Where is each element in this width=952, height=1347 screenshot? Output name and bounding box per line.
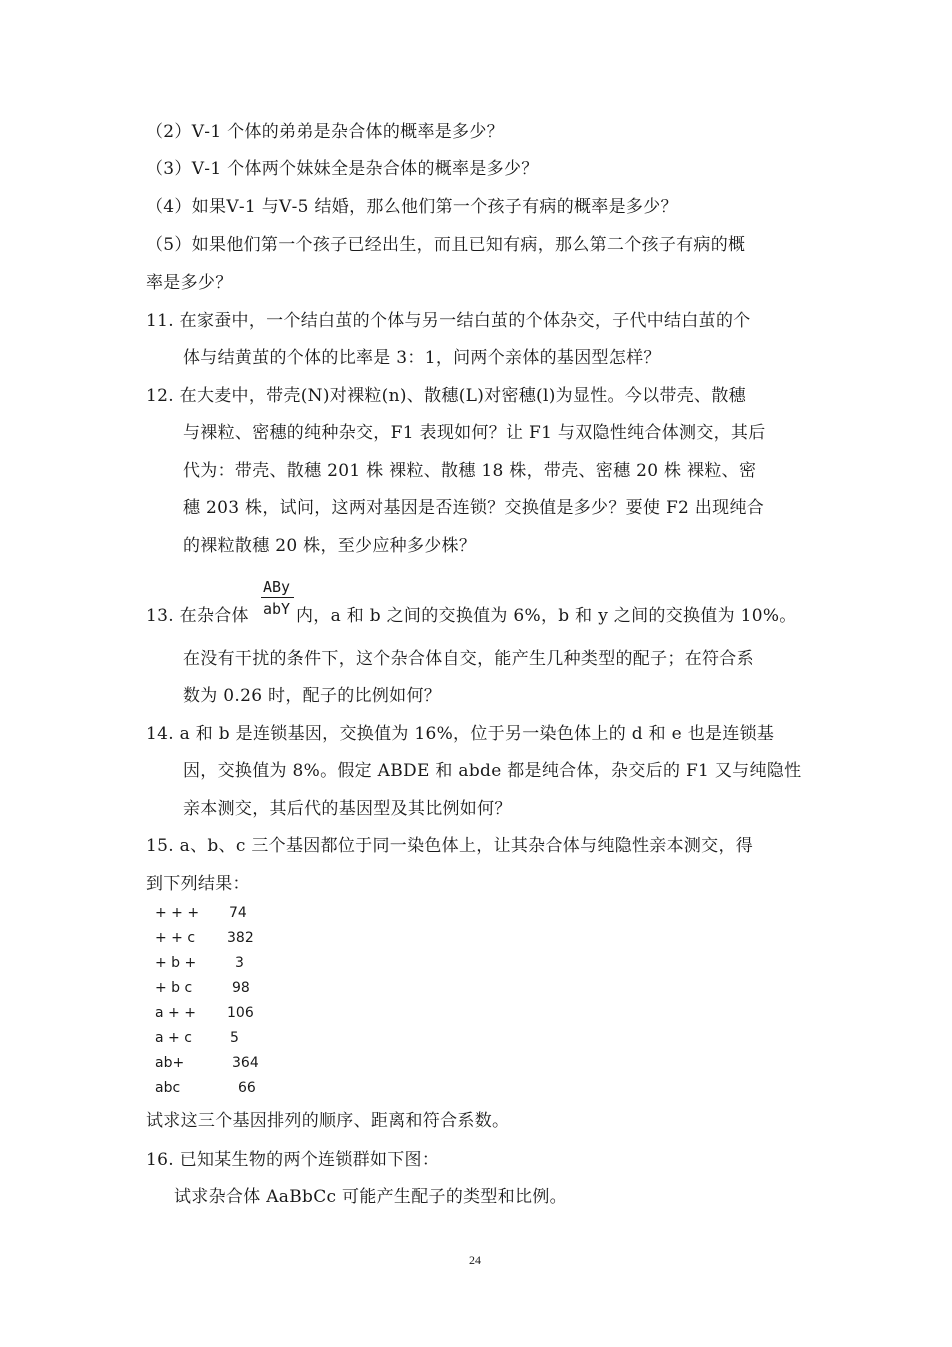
question-12-line-4: 穗 203 株，试问，这两对基因是否连锁？交换值是多少？要使 F2 出现纯合 [183, 498, 765, 518]
question-12: 12. 在大麦中，带壳(N)对裸粒(n)、散穗(L)对密穗(l)为显性。今以带壳、散穗 [146, 386, 746, 406]
result-count: 106 [227, 1005, 254, 1021]
result-count: 5 [230, 1030, 239, 1046]
question-10-part-4: （4）如果Ⅴ-1 与Ⅴ-5 结婚，那么他们第一个孩子有病的概率是多少？ [146, 197, 678, 217]
result-count: 3 [235, 955, 244, 971]
result-genotype: a + c [155, 1030, 192, 1046]
question-13-line-2: 在没有干扰的条件下，这个杂合体自交，能产生几种类型的配子；在符合系 [183, 649, 754, 669]
question-10-part-5-cont: 率是多少？ [146, 273, 233, 293]
result-genotype: + + c [155, 930, 196, 946]
fraction-denominator: abY [263, 600, 291, 618]
question-14-line-2: 因，交换值为 8%。假定 ABDE 和 abde 都是纯合体，杂交后的 F1 又与纯隐性 [183, 761, 802, 781]
result-genotype: abc [155, 1080, 181, 1096]
question-11: 11. 在家蚕中，一个结白茧的个体与另一结白茧的个体杂交，子代中结白茧的个 [146, 311, 751, 331]
question-13: 13. 在杂合体 [146, 606, 249, 626]
question-10-part-3: （3）Ⅴ-1 个体两个妹妹全是杂合体的概率是多少？ [146, 159, 539, 179]
question-14: 14. a 和 b 是连锁基因，交换值为 16%，位于另一染色体上的 d 和 e 也是连锁基 [146, 724, 775, 744]
question-13-cont: 内，a 和 b 之间的交换值为 6%，b 和 y 之间的交换值为 10%。 [296, 606, 797, 626]
question-10-part-5: （5）如果他们第一个孩子已经出生，而且已知有病，那么第二个孩子有病的概 [146, 235, 746, 255]
result-genotype: + b c [155, 980, 193, 996]
question-16: 16. 已知某生物的两个连锁群如下图： [146, 1150, 440, 1170]
result-genotype: + + + [155, 905, 200, 921]
result-genotype: + b + [155, 955, 197, 971]
question-15-cont: 到下列结果： [146, 874, 250, 894]
result-count: 382 [227, 930, 254, 946]
question-12-line-5: 的裸粒散穗 20 株，至少应种多少株？ [183, 536, 477, 556]
fraction-numerator: ABy [263, 578, 291, 596]
result-genotype: a + + [155, 1005, 196, 1021]
page-number: 24 [469, 1253, 481, 1267]
question-13-line-3: 数为 0.26 时，配子的比例如何？ [183, 686, 442, 706]
question-16-ask: 试求杂合体 AaBbCc 可能产生配子的类型和比例。 [174, 1187, 567, 1207]
result-genotype: ab+ [155, 1055, 185, 1071]
result-count: 66 [238, 1080, 256, 1096]
question-11-cont: 体与结黄茧的个体的比率是 3：1，问两个亲体的基因型怎样？ [183, 348, 661, 368]
question-15-ask: 试求这三个基因排列的顺序、距离和符合系数。 [146, 1111, 510, 1131]
question-14-line-3: 亲本测交，其后代的基因型及其比例如何？ [183, 799, 512, 819]
question-12-line-2: 与裸粒、密穗的纯种杂交，F1 表现如何？让 F1 与双隐性纯合体测交，其后 [183, 423, 766, 443]
result-count: 74 [229, 905, 247, 921]
result-count: 364 [232, 1055, 259, 1071]
question-10-part-2: （2）Ⅴ-1 个体的弟弟是杂合体的概率是多少？ [146, 122, 504, 142]
result-count: 98 [232, 980, 250, 996]
question-15: 15. a、b、c 三个基因都位于同一染色体上，让其杂合体与纯隐性亲本测交，得 [146, 836, 754, 856]
question-12-line-3: 代为：带壳、散穗 201 株 裸粒、散穗 18 株，带壳、密穗 20 株 裸粒、密 [183, 461, 757, 481]
fraction-bar [261, 597, 294, 598]
